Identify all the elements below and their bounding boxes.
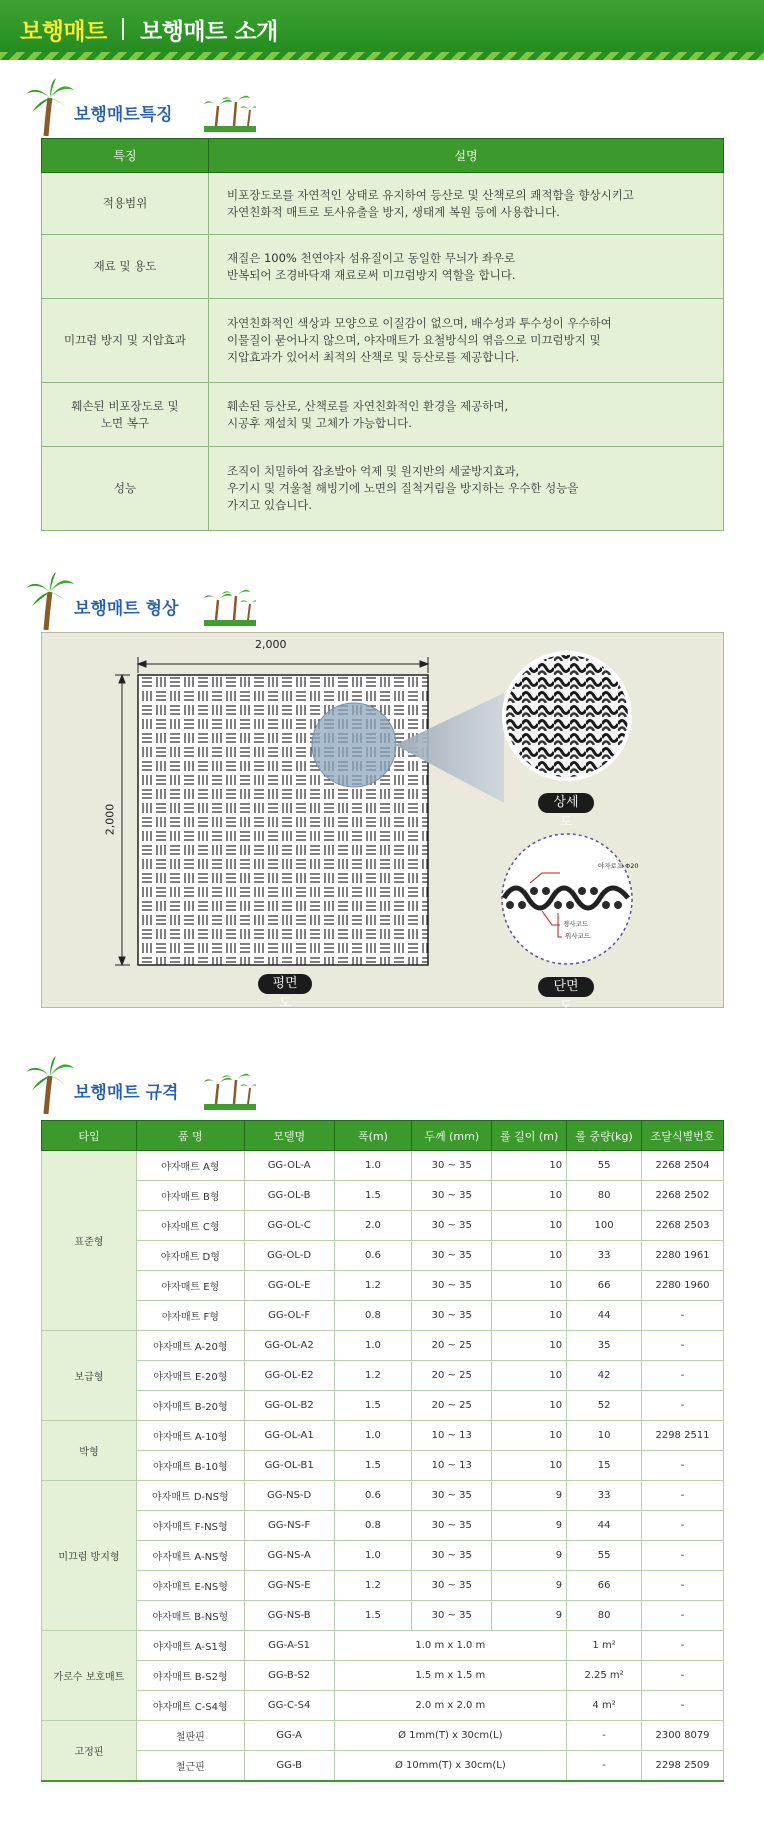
roll-length-value: 10 [492, 1451, 567, 1481]
product-name: 야자매트 B-10형 [136, 1451, 244, 1481]
roll-length-value: 9 [492, 1511, 567, 1541]
model-name: GG-B-S2 [244, 1661, 334, 1691]
spec-row [42, 1661, 724, 1691]
roll-length-value: 10 [492, 1241, 567, 1271]
thickness-value: 20 ~ 25 [412, 1331, 492, 1361]
header-stripe [0, 52, 764, 60]
spec-row [42, 1601, 724, 1631]
thickness-value: 30 ~ 35 [412, 1481, 492, 1511]
model-name: GG-C-S4 [244, 1691, 334, 1721]
product-name: 야자매트 A-NS형 [136, 1541, 244, 1571]
thickness-value: 30 ~ 35 [412, 1601, 492, 1631]
width-value: 1.2 [334, 1571, 412, 1601]
roll-length-value: 9 [492, 1541, 567, 1571]
product-name: 야자매트 E-NS형 [136, 1571, 244, 1601]
feature-key [42, 383, 209, 447]
spec-row [42, 1571, 724, 1601]
spec-type: 보급형 [42, 1331, 137, 1421]
product-name: 야자매트 A형 [136, 1151, 244, 1181]
roll-length-value: 10 [492, 1151, 567, 1181]
spec-row [42, 1691, 724, 1721]
procurement-id: 2268 2504 [642, 1151, 724, 1181]
spec-row [42, 1751, 724, 1781]
procurement-id: - [642, 1391, 724, 1421]
product-name: 야자매트 C-S4형 [136, 1691, 244, 1721]
width-label: 2,000 [255, 638, 287, 651]
guard-size-value: 1.0 m x 1.0 m [334, 1631, 567, 1661]
spec-col-header: 조달식별번호 [642, 1121, 724, 1151]
feature-row [42, 299, 724, 383]
roll-length-value: 10 [492, 1271, 567, 1301]
guard-size-value: 2.0 m x 2.0 m [334, 1691, 567, 1721]
width-value: 1.5 [334, 1391, 412, 1421]
width-value: 1.5 [334, 1601, 412, 1631]
thickness-value: 20 ~ 25 [412, 1391, 492, 1421]
roll-weight-value: 10 [567, 1421, 642, 1451]
spec-heading [26, 1056, 256, 1116]
spec-row [42, 1391, 724, 1421]
width-value: 1.0 [334, 1331, 412, 1361]
height-dimension [115, 675, 130, 965]
roll-length-value: 10 [492, 1211, 567, 1241]
thickness-value: 10 ~ 13 [412, 1451, 492, 1481]
width-value: 1.5 [334, 1451, 412, 1481]
procurement-id: - [642, 1511, 724, 1541]
rope-note: 야자로프 Φ20 [598, 862, 639, 870]
spec-row [42, 1181, 724, 1211]
model-name: GG-OL-B1 [244, 1451, 334, 1481]
feature-line: 자연친화적인 색상과 모양으로 이질감이 없으며, 배수성과 투수성이 우수하여 [227, 316, 612, 330]
roll-weight-value: 33 [567, 1481, 642, 1511]
model-name: GG-NS-A [244, 1541, 334, 1571]
width-value: 0.6 [334, 1241, 412, 1271]
roll-length-value: 9 [492, 1571, 567, 1601]
spec-col-header: 롤 중량(kg) [567, 1121, 642, 1151]
procurement-id: - [642, 1631, 724, 1661]
palm-tree-icon [26, 572, 76, 630]
feature-line: 조직이 치밀하여 잡초발아 억제 및 원지반의 세굴방지효과, [227, 464, 520, 478]
magnifier-circle [312, 703, 396, 787]
spec-row [42, 1631, 724, 1661]
height-label: 2,000 [103, 803, 117, 836]
small-palms-icon [204, 586, 256, 626]
features-heading [26, 78, 256, 138]
roll-weight-value: 66 [567, 1571, 642, 1601]
roll-weight-value: 33 [567, 1241, 642, 1271]
thickness-value: 30 ~ 35 [412, 1301, 492, 1331]
procurement-id: 2268 2503 [642, 1211, 724, 1241]
thickness-value: 20 ~ 25 [412, 1361, 492, 1391]
roll-weight-value: - [567, 1751, 642, 1781]
procurement-id: - [642, 1451, 724, 1481]
spec-table [41, 1120, 724, 1781]
roll-weight-value: 55 [567, 1541, 642, 1571]
model-name: GG-OL-C [244, 1211, 334, 1241]
feature-row [42, 173, 724, 235]
roll-weight-value: - [567, 1721, 642, 1751]
width-value: 1.2 [334, 1271, 412, 1301]
procurement-id: 2280 1960 [642, 1271, 724, 1301]
model-name: GG-A-S1 [244, 1631, 334, 1661]
width-value: 0.8 [334, 1301, 412, 1331]
spec-row [42, 1151, 724, 1181]
spec-row [42, 1541, 724, 1571]
spec-type: 가로수 보호매트 [42, 1631, 137, 1721]
feature-desc [209, 383, 724, 447]
product-name: 야자매트 C형 [136, 1211, 244, 1241]
shape-diagram [41, 632, 724, 1014]
feature-key: 적용범위 [42, 173, 209, 235]
section-circle [502, 834, 632, 964]
features-table [41, 138, 724, 531]
procurement-id: 2298 2511 [642, 1421, 724, 1451]
roll-length-value: 9 [492, 1481, 567, 1511]
feature-line: 훼손된 등산로, 산책로를 자연친화적인 환경을 제공하며, [227, 398, 509, 413]
thickness-value: 30 ~ 35 [412, 1151, 492, 1181]
procurement-id: - [642, 1331, 724, 1361]
thickness-value: 30 ~ 35 [412, 1271, 492, 1301]
product-name: 야자매트 B형 [136, 1181, 244, 1211]
width-dimension [138, 657, 428, 673]
width-value: 1.5 [334, 1181, 412, 1211]
spec-body [42, 1151, 724, 1781]
roll-length-value: 9 [492, 1601, 567, 1631]
product-name: 야자매트 F-NS형 [136, 1511, 244, 1541]
product-name: 야자매트 B-20형 [136, 1391, 244, 1421]
product-name: 야자매트 B-NS형 [136, 1601, 244, 1631]
product-name: 철근핀 [136, 1751, 244, 1781]
pin-size-value: Ø 1mm(T) x 30cm(L) [334, 1721, 567, 1751]
spec-col-header: 롤 길이 (m) [492, 1121, 567, 1151]
product-name: 야자매트 F형 [136, 1301, 244, 1331]
brand-label: 보행매트 [20, 19, 107, 45]
features-col-header: 특징 [42, 139, 209, 173]
spec-row [42, 1511, 724, 1541]
shape-heading [26, 572, 256, 632]
palm-tree-icon [26, 1056, 76, 1114]
roll-weight-value: 44 [567, 1301, 642, 1331]
feature-key-line: 훼손된 비포장도로 및 [71, 398, 179, 413]
product-name: 야자매트 A-S1형 [136, 1631, 244, 1661]
spec-row [42, 1421, 724, 1451]
feature-desc [209, 299, 724, 383]
spec-col-header: 모델명 [244, 1121, 334, 1151]
table-bottom-rule [41, 1780, 724, 1782]
thickness-value: 30 ~ 35 [412, 1181, 492, 1211]
spec-row [42, 1271, 724, 1301]
model-name: GG-OL-E2 [244, 1361, 334, 1391]
plan-label: 평면도 [258, 974, 312, 994]
feature-desc [209, 235, 724, 299]
feature-key: 미끄럼 방지 및 지압효과 [42, 299, 209, 383]
product-name: 야자매트 A-20형 [136, 1331, 244, 1361]
page-title: 보행매트 소개 [140, 19, 278, 45]
roll-length-value: 10 [492, 1301, 567, 1331]
feature-line: 이물질이 묻어나지 않으며, 야자매트가 요철방식의 엮음으로 미끄럼방지 및 [227, 333, 601, 347]
roll-length-value: 10 [492, 1181, 567, 1211]
roll-weight-value: 2.25 m² [567, 1661, 642, 1691]
small-palms-icon [204, 1070, 256, 1110]
model-name: GG-NS-F [244, 1511, 334, 1541]
feature-line: 가지고 있습니다. [227, 498, 313, 512]
roll-length-value: 10 [492, 1361, 567, 1391]
width-value: 2.0 [334, 1211, 412, 1241]
thickness-value: 30 ~ 35 [412, 1541, 492, 1571]
width-value: 1.0 [334, 1421, 412, 1451]
feature-line: 시공후 재설치 및 고체가 가능합니다. [227, 415, 412, 430]
palm-tree-icon [26, 78, 76, 136]
width-value: 1.0 [334, 1541, 412, 1571]
model-name: GG-NS-D [244, 1481, 334, 1511]
model-name: GG-OL-B2 [244, 1391, 334, 1421]
features-col-header: 설명 [209, 139, 724, 173]
roll-weight-value: 44 [567, 1511, 642, 1541]
roll-length-value: 10 [492, 1331, 567, 1361]
product-name: 야자매트 E형 [136, 1271, 244, 1301]
feature-row [42, 383, 724, 447]
model-name: GG-OL-A [244, 1151, 334, 1181]
product-name: 철판핀 [136, 1721, 244, 1751]
model-name: GG-OL-A2 [244, 1331, 334, 1361]
section-label: 단면도 [538, 977, 594, 997]
model-name: GG-OL-E [244, 1271, 334, 1301]
width-value: 0.6 [334, 1481, 412, 1511]
thickness-value: 30 ~ 35 [412, 1211, 492, 1241]
procurement-id: - [642, 1481, 724, 1511]
spec-row [42, 1481, 724, 1511]
roll-weight-value: 66 [567, 1271, 642, 1301]
feature-line: 우기시 및 겨울철 해빙기에 노면의 질척거림을 방지하는 우수한 성능을 [227, 481, 579, 495]
feature-line: 반복되어 조경바닥재 재료로써 미끄럼방지 역할을 합니다. [227, 267, 516, 282]
model-name: GG-B [244, 1751, 334, 1781]
spec-heading-text: 보행매트 규격 [74, 1083, 179, 1103]
pin-size-value: Ø 10mm(T) x 30cm(L) [334, 1751, 567, 1781]
spec-row [42, 1211, 724, 1241]
roll-length-value: 10 [492, 1421, 567, 1451]
procurement-id: - [642, 1661, 724, 1691]
roll-length-value: 10 [492, 1391, 567, 1421]
spec-row [42, 1331, 724, 1361]
procurement-id: - [642, 1361, 724, 1391]
procurement-id: 2298 2509 [642, 1751, 724, 1781]
spec-type: 박형 [42, 1421, 137, 1481]
features-heading-text: 보행매트특징 [74, 105, 173, 125]
feature-desc [209, 447, 724, 531]
width-value: 1.2 [334, 1361, 412, 1391]
procurement-id: 2280 1961 [642, 1241, 724, 1271]
model-name: GG-OL-A1 [244, 1421, 334, 1451]
feature-line: 자연친화적 매트로 토사유출을 방지, 생태계 복원 등에 사용합니다. [227, 204, 560, 219]
product-name: 야자매트 D형 [136, 1241, 244, 1271]
page-header [0, 0, 764, 60]
model-name: GG-OL-F [244, 1301, 334, 1331]
roll-weight-value: 4 m² [567, 1691, 642, 1721]
weft-note: 위사코드 [565, 932, 591, 940]
procurement-id: - [642, 1691, 724, 1721]
product-name: 야자매트 B-S2형 [136, 1661, 244, 1691]
feature-line: 비포장도로를 자연적인 상태로 유지하여 등산로 및 산책로의 쾌적함을 향상시키고 [227, 187, 634, 202]
guard-size-value: 1.5 m x 1.5 m [334, 1661, 567, 1691]
spec-row [42, 1241, 724, 1271]
spec-col-header: 타입 [42, 1121, 137, 1151]
spec-row [42, 1721, 724, 1751]
model-name: GG-OL-B [244, 1181, 334, 1211]
spec-row [42, 1301, 724, 1331]
model-name: GG-NS-E [244, 1571, 334, 1601]
spec-col-header: 품 명 [136, 1121, 244, 1151]
detail-label: 상세도 [538, 793, 594, 813]
roll-weight-value: 80 [567, 1601, 642, 1631]
width-value: 1.0 [334, 1151, 412, 1181]
procurement-id: 2268 2502 [642, 1181, 724, 1211]
procurement-id: 2300 8079 [642, 1721, 724, 1751]
spec-type: 표준형 [42, 1151, 137, 1331]
feature-desc [209, 173, 724, 235]
spec-type: 고정핀 [42, 1721, 137, 1781]
roll-weight-value: 55 [567, 1151, 642, 1181]
feature-row [42, 447, 724, 531]
spec-row [42, 1361, 724, 1391]
thickness-value: 30 ~ 35 [412, 1511, 492, 1541]
spec-type: 미끄럼 방지형 [42, 1481, 137, 1631]
feature-key-line: 노면 복구 [100, 415, 150, 430]
spec-row [42, 1451, 724, 1481]
spec-col-header: 폭(m) [334, 1121, 412, 1151]
model-name: GG-A [244, 1721, 334, 1751]
width-value: 0.8 [334, 1511, 412, 1541]
product-name: 야자매트 A-10형 [136, 1421, 244, 1451]
feature-key: 성능 [42, 447, 209, 531]
procurement-id: - [642, 1571, 724, 1601]
roll-weight-value: 1 m² [567, 1631, 642, 1661]
mat-drawing [42, 633, 725, 1009]
procurement-id: - [642, 1301, 724, 1331]
thickness-value: 30 ~ 35 [412, 1571, 492, 1601]
small-palms-icon [204, 92, 256, 132]
feature-line: 지압효과가 있어서 최적의 산책로 및 등산로를 제공합니다. [227, 350, 520, 364]
shape-heading-text: 보행매트 형상 [74, 599, 179, 619]
product-name: 야자매트 E-20형 [136, 1361, 244, 1391]
thickness-value: 30 ~ 35 [412, 1241, 492, 1271]
procurement-id: - [642, 1601, 724, 1631]
product-name: 야자매트 D-NS형 [136, 1481, 244, 1511]
model-name: GG-NS-B [244, 1601, 334, 1631]
header-divider [122, 18, 124, 40]
roll-weight-value: 15 [567, 1451, 642, 1481]
roll-weight-value: 80 [567, 1181, 642, 1211]
warp-note: 경사코드 [563, 920, 589, 928]
spec-col-header: 두께 (mm) [412, 1121, 492, 1151]
feature-key: 재료 및 용도 [42, 235, 209, 299]
roll-weight-value: 42 [567, 1361, 642, 1391]
feature-row [42, 235, 724, 299]
procurement-id: - [642, 1541, 724, 1571]
thickness-value: 10 ~ 13 [412, 1421, 492, 1451]
detail-circle [504, 653, 630, 779]
feature-line: 재질은 100% 천연야자 섬유질이고 동일한 무늬가 좌우로 [227, 250, 516, 265]
roll-weight-value: 35 [567, 1331, 642, 1361]
roll-weight-value: 100 [567, 1211, 642, 1241]
roll-weight-value: 52 [567, 1391, 642, 1421]
model-name: GG-OL-D [244, 1241, 334, 1271]
